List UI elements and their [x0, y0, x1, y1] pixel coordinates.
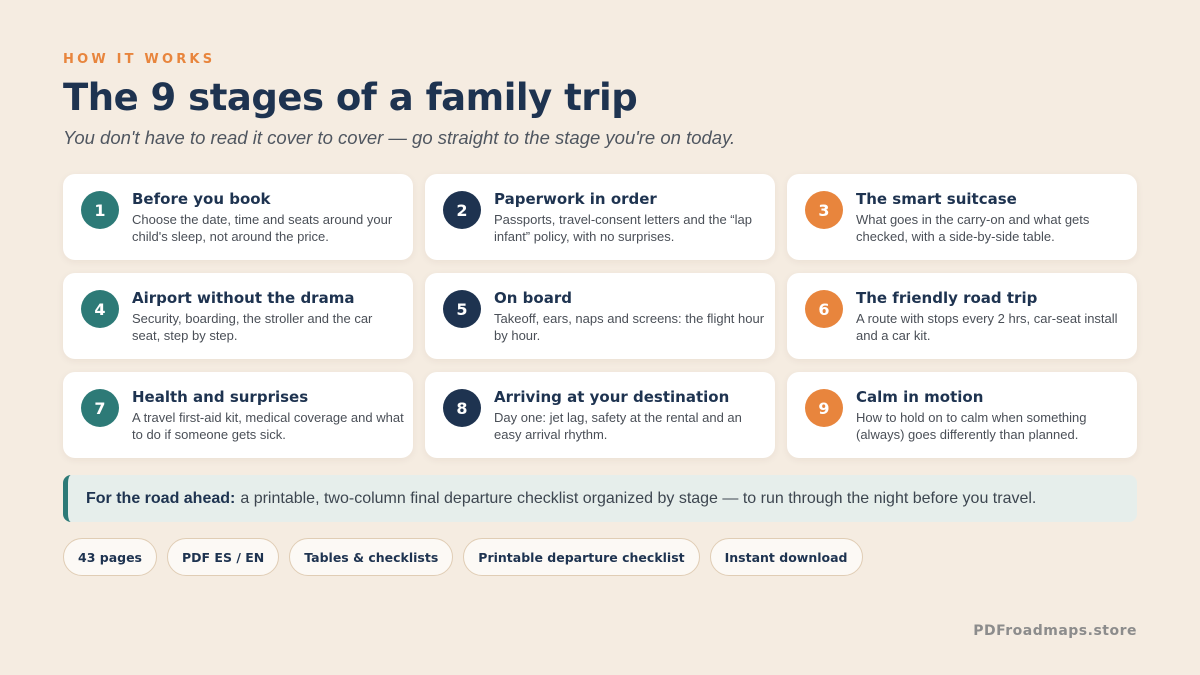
stages-grid	[63, 174, 1137, 458]
stage-card-2	[425, 174, 775, 260]
eyebrow-label: HOW IT WORKS	[63, 52, 216, 67]
stage-title: Arriving at your destination	[494, 388, 730, 406]
stage-description: What goes in the carry-on and what gets checked, with a side-by-side table.	[856, 212, 1090, 244]
stage-number-badge: 8	[443, 389, 481, 427]
chip-departure-checklist: Printable departure checklist	[463, 538, 699, 576]
stage-number-badge: 9	[805, 389, 843, 427]
stage-title: Paperwork in order	[494, 190, 657, 208]
stage-title: Airport without the drama	[132, 289, 355, 307]
page-title: The 9 stages of a family trip	[63, 76, 638, 119]
checklist-callout	[63, 475, 1137, 522]
stage-card-7	[63, 372, 413, 458]
stage-title: Calm in motion	[856, 388, 984, 406]
stage-number-badge: 3	[805, 191, 843, 229]
stage-description: A travel first-aid kit, medical coverage and what to do if someone gets sick.	[132, 410, 404, 442]
chip-pages: 43 pages	[63, 538, 157, 576]
stage-title: The friendly road trip	[856, 289, 1038, 307]
stage-title: The smart suitcase	[856, 190, 1017, 208]
stage-description: Choose the date, time and seats around your child's sleep, not around the price.	[132, 212, 393, 244]
stage-card-8	[425, 372, 775, 458]
stage-number-badge: 6	[805, 290, 843, 328]
stage-number-badge: 5	[443, 290, 481, 328]
stage-description: A route with stops every 2 hrs, car-seat install and a car kit.	[856, 311, 1118, 343]
callout-text: a printable, two-column final departure checklist organized by stage — to run through the night before you travel.	[240, 489, 1037, 507]
stage-card-6	[787, 273, 1137, 359]
stage-description: How to hold on to calm when something (always) goes differently than planned.	[856, 410, 1087, 442]
stage-card-9	[787, 372, 1137, 458]
stage-description: Takeoff, ears, naps and screens: the flight hour by hour.	[494, 311, 765, 343]
stage-description: Passports, travel-consent letters and the “lap infant” policy, with no surprises.	[494, 212, 752, 244]
stage-card-3	[787, 174, 1137, 260]
stage-number-badge: 1	[81, 191, 119, 229]
chip-languages: PDF ES / EN	[167, 538, 279, 576]
stage-card-1	[63, 174, 413, 260]
stage-description: Security, boarding, the stroller and the car seat, step by step.	[132, 311, 373, 343]
stage-title: Health and surprises	[132, 388, 309, 406]
brand-name: PDFroadmaps.store	[973, 623, 1137, 639]
chip-tables: Tables & checklists	[289, 538, 453, 576]
callout-lead: For the road ahead:	[86, 489, 236, 507]
stage-description: Day one: jet lag, safety at the rental and an easy arrival rhythm.	[494, 410, 742, 442]
page-subtitle: You don't have to read it cover to cover — go straight to the stage you're on today.	[63, 127, 736, 148]
feature-chips	[63, 538, 863, 576]
stage-card-5	[425, 273, 775, 359]
chip-instant-download: Instant download	[710, 538, 863, 576]
stage-number-badge: 4	[81, 290, 119, 328]
stage-title: On board	[494, 289, 572, 307]
stage-number-badge: 2	[443, 191, 481, 229]
stage-card-4	[63, 273, 413, 359]
stage-number-badge: 7	[81, 389, 119, 427]
stage-title: Before you book	[132, 190, 271, 208]
